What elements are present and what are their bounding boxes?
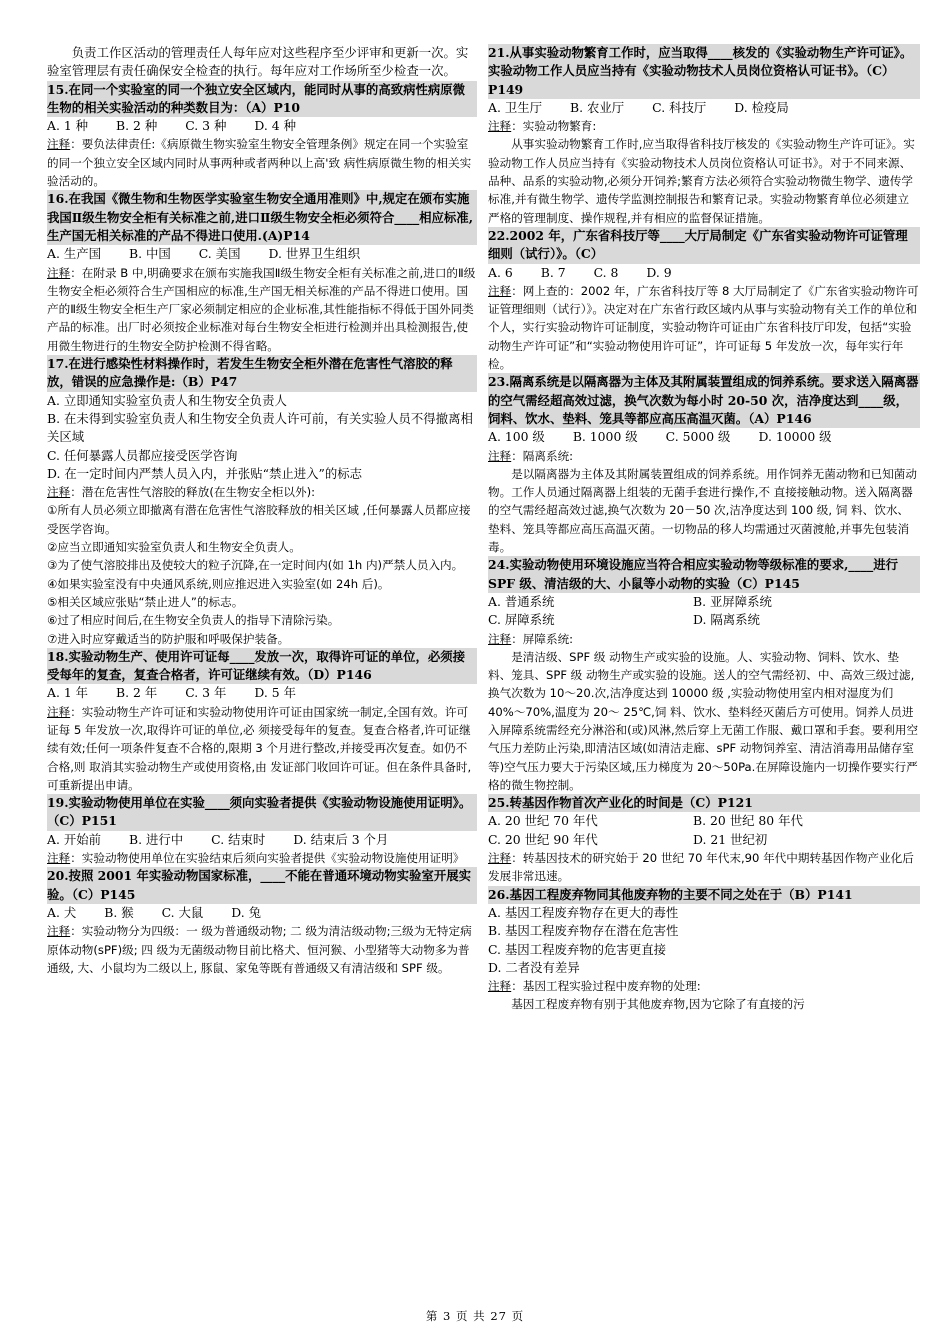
question-title (488, 227, 920, 264)
question-title (488, 886, 920, 904)
answer-note (488, 447, 920, 465)
note-label: 注释 (488, 119, 512, 134)
answer-option: A. 100 级 (488, 429, 545, 445)
answer-note (488, 135, 920, 226)
question-title (47, 81, 477, 118)
answer-note (47, 264, 477, 355)
answer-options (47, 117, 477, 135)
answer-options (488, 593, 920, 630)
body-text (47, 410, 477, 447)
answer-option: A. 20 世纪 70 年代 (488, 813, 598, 829)
answer-option: A. 卫生厅 (488, 99, 542, 115)
body-text (47, 465, 477, 483)
answer-option: B. 猴 (104, 904, 134, 920)
text-content: 20.按照 2001 年实验动物国家标准，____不能在普通环境动物实验室开展实验。（C）P145 (47, 868, 471, 902)
text-content: ：实验动物生产许可证和实验动物使用许可证由国家统一制定,全国有效。许可证每 5 年发放一次,取得许可证的单位,必 须接受每年的复查。复查合格者,许可证继续有效;任何一项条件复查不合格的,限期 3 个月进行整改,并接受再次复查。如仍不合格,则 取消其实验动物生产或使用资格,由 发证部门收回许可证。但在条件具备时,可重新提出申请。 (47, 704, 472, 792)
text-content: 从事实验动物繁育工作时,应当取得省科技厅核发的《实验动物生产许可证》。实验动物工作人员应当持有《实验动物技术人员岗位资格认可证书》。对于不同来源、品种、品系的实验动物,必须分开饲养;繁育方法必须符合实验动物微生物学、遗传学标准,并有微生物学、遗传学监测控制报告和繁育记录。实验动物繁育单位必须建立严格的管理制度、操作规程,并有相应的监督保证措施。 (488, 137, 915, 225)
text-content: D. 二者没有差异 (488, 959, 580, 975)
text-content: 26.基因工程废弃物同其他废弃物的主要不同之处在于（B）P141 (488, 886, 853, 902)
text-content: ①所有人员必须立即撤离有潜在危害性气溶胶释放的相关区域 ,任何暴露人员都应接受医学咨询。 (47, 503, 471, 536)
question-title (47, 355, 477, 392)
answer-options (47, 831, 477, 849)
answer-note (47, 538, 477, 556)
answer-note (488, 465, 920, 556)
body-text (488, 904, 920, 922)
text-content: ②应当立即通知实验室负责人和生物安全负责人。 (47, 540, 301, 555)
answer-option: C. 美国 (198, 246, 241, 262)
answer-option: A. 普通系统 (488, 593, 555, 609)
page-footer: 第 3 页 共 27 页 (425, 1309, 525, 1323)
text-content: 负责工作区活动的管理责任人每年应对这些程序至少评审和更新一次。实验室管理层有责任确保安全检查的执行。每年应对工作场所至少检查一次。 (47, 45, 469, 79)
answer-note (47, 922, 477, 977)
note-label: 注释 (488, 448, 512, 463)
answer-option: C. 科技厅 (652, 99, 707, 115)
answer-option: B. 农业厅 (570, 99, 625, 115)
answer-note (488, 995, 920, 1013)
note-label: 注释 (488, 851, 512, 866)
text-content: ：实验动物分为四级：一 级为普通级动物; 二 级为清洁级动物;三级为无特定病原体动物(sPF)级; 四 级为无菌级动物目前比格犬、恒河猴、小型猪等大动物多为普通级, 大、小鼠均为二级以上, 豚鼠、家兔等既有普通级又有清洁级和 SPF 级。 (47, 924, 472, 975)
note-label: 注释 (488, 631, 512, 646)
answer-option: B. 亚屏障系统 (693, 593, 772, 609)
answer-option: A. 生产国 (47, 246, 101, 262)
text-content: 是清洁级、SPF 级 动物生产或实验的设施。人、实验动物、饲料、饮水、垫料、笼具、SPF 级 动物生产或实验的设施。送人的空气需经初、中、高效三级过滤,换气次数为 10～20.次,洁净度达到 10000 级 ,实验动物使用室内相对湿度为们 40%～70%,温度为 20～ 25℃,饲 料、饮水、垫料经灭菌后方可使用。饲养人员进入屏障系统需经充分淋浴和(或)风淋,然后穿上无菌工作服、戴口罩和手套。要利用空气压力差防止污染,即清洁区域(如清洁走廊、sPF 动物饲养室、清洁消毒用品储存室等)空气压力要大于污染区域,压力梯度为 20～50Pa.在屏障设施内一切操作要实行严格的微生物控制。 (488, 649, 919, 792)
text-content: C. 任何暴露人员都应接受医学咨询 (47, 447, 238, 463)
answer-option: D. 4 种 (254, 118, 296, 134)
answer-option: C. 结束时 (211, 831, 266, 847)
body-text (47, 392, 477, 410)
text-content: ⑦进入时应穿戴适当的防护服和呼吸保护装备。 (47, 631, 290, 646)
answer-note (47, 593, 477, 611)
text-content: ：要负法律责任:《病原微生物实验室生物安全管理条例》规定在同一个实验室的同一个独立安全区域内同时从事两种或者两种以上高'致 病性病原微生物的相关实验活动的。 (47, 137, 472, 189)
text-content: 基因工程废弃物有别于其他废弃物,因为它除了有直接的污 (511, 997, 805, 1012)
text-content: ③为了使气溶胶排出及使较大的粒子沉降,在一定时间内(如 1h 内)严禁人员入内。 (47, 558, 464, 573)
text-content: 17.在进行感染性材料操作时，若发生生物安全柜外潜在危害性气溶胶的释放，错误的应急操作是:（B）P47 (47, 356, 453, 390)
answer-option: C. 3 种 (185, 118, 227, 134)
answer-note (488, 282, 920, 373)
answer-option: D. 9 (646, 264, 672, 280)
text-content: 23.隔离系统是以隔离器为主体及其附属装置组成的饲养系统。要求送入隔离器的空气需经超高效过滤，换气次数为每小时 20-50 次，洁净度达到____级，饲料、饮水、垫料、笼具等都应高压高温灭菌。（A）P146 (488, 374, 919, 426)
text-content: 24.实验动物使用环境设施应当符合相应实验动物等级标准的要求,____进行 SPF 级、清洁级的大、小鼠等小动物的实验（C）P145 (488, 557, 898, 591)
answer-option: B. 中国 (129, 246, 171, 262)
question-title (488, 373, 920, 428)
text-content: ⑤相关区域应张贴“禁止进人”的标志。 (47, 594, 244, 609)
text-content: B. 在未得到实验室负责人和生物安全负责人许可前，有关实验人员不得撤离相关区域 (47, 410, 473, 445)
answer-option: D. 5 年 (254, 685, 296, 701)
text-content: 22.2002 年，广东省科技厅等____大厅局制定《广东省实验动物许可证管理细则（试行）》。（C） (488, 227, 908, 262)
answer-note (47, 611, 477, 629)
answer-note (488, 630, 920, 648)
text-content: 19.实验动物使用单位在实验____须向实验者提供《实验动物设施使用证明》。（C）P151 (47, 795, 472, 829)
answer-note (488, 648, 920, 794)
answer-note (488, 849, 920, 886)
note-label: 注释 (488, 283, 512, 298)
note-label: 注释 (488, 979, 512, 994)
answer-note (47, 501, 477, 538)
answer-option: C. 8 (593, 264, 619, 280)
note-label: 注释 (47, 265, 71, 280)
answer-options (47, 904, 477, 922)
text-content: ：转基因技术的研究始于 20 世纪 70 年代末,90 年代中期转基因作物产业化后发展非常迅速。 (488, 851, 914, 884)
answer-option: D. 隔离系统 (693, 612, 760, 628)
body-text (488, 959, 920, 977)
question-title (488, 556, 920, 593)
answer-option: B. 2 年 (116, 685, 158, 701)
answer-option: D. 世界卫生组织 (268, 246, 361, 262)
text-content: ④如果实验室没有中央通风系统,则应推迟进入实验室(如 24h 后)。 (47, 576, 390, 591)
body-text (47, 447, 477, 465)
note-label: 注释 (47, 704, 71, 719)
text-content: A. 立即通知实验室负责人和生物安全负责人 (47, 392, 287, 408)
left-column (47, 44, 477, 977)
text-content: ：隔离系统: (511, 448, 574, 463)
answer-option: D. 结束后 3 个月 (293, 831, 389, 847)
answer-option: A. 1 年 (47, 685, 89, 701)
answer-option: C. 5000 级 (665, 429, 731, 445)
text-content: 16.在我国《微生物和生物医学实验室生物安全通用准则》中,规定在颁布实施我国Ⅱ级生物安全柜有关标准之前,进口Ⅱ级生物安全柜必须符合____相应标准,生产国无相关标准的产品不得进口使用.(A)P14 (47, 191, 474, 243)
answer-option: D. 兔 (231, 904, 262, 920)
answer-note (47, 575, 477, 593)
text-content: ⑥过了相应时间后,在生物安全负责人的指导下清除污染。 (47, 613, 340, 628)
answer-option: A. 1 种 (47, 118, 89, 134)
answer-option: A. 开始前 (47, 831, 101, 847)
answer-options (488, 428, 920, 446)
body-text (488, 922, 920, 940)
answer-option: C. 屏障系统 (488, 612, 555, 628)
body-text (47, 44, 477, 81)
text-content: 是以隔离器为主体及其附属装置组成的饲养系统。用作饲养无菌动物和已知菌动物。工作人员通过隔离器上组装的无菌手套进行操作,不 直接接触动物。送入隔离器的空气需经超高效过滤,换气次数为 20－50 次,洁净度达到 100 级, 饲 料、饮水、垫料、笼具等都应高压高温灭菌。一切物品的移人均需通过灭菌渡舱,并事先包装消毒。 (488, 466, 917, 555)
question-title (47, 794, 477, 831)
answer-option: B. 1000 级 (572, 429, 638, 445)
answer-note (47, 630, 477, 648)
answer-options (47, 245, 477, 263)
answer-note (47, 703, 477, 794)
text-content: ：实验动物繁育: (511, 119, 597, 134)
answer-option: A. 犬 (47, 904, 77, 920)
text-content: B. 基因工程废弃物存在潜在危害性 (488, 923, 679, 939)
text-content: ：在附录 B 中,明确要求在颁布实施我国Ⅱ级生物安全柜有关标准之前,进口的Ⅱ级生物安全柜必须符合生产国相应的标准,生产国无相关标准的产品不得进口使用。国产的Ⅱ级生物安全柜生产厂家必须制定相应的企业标准,其性能指标不得低于国外同类产品的标准。出厂时必须按企业标准对每台生物安全柜进行检测并出具检测报告,使用微生物进行的生物安全防护检测不得省略。 (47, 265, 476, 353)
answer-note (47, 135, 477, 190)
answer-note (47, 556, 477, 574)
answer-option: B. 7 (540, 264, 566, 280)
answer-option: C. 3 年 (185, 685, 227, 701)
question-title (47, 867, 477, 904)
text-content: 21.从事实验动物繁育工作时，应当取得____核发的《实验动物生产许可证》。实验动物工作人员应当持有《实验动物技术人员岗位资格认可证书》。（C）P149 (488, 45, 913, 97)
answer-option: A. 6 (488, 264, 513, 280)
answer-options (47, 684, 477, 702)
text-content: 25.转基因作物首次产业化的时间是（C）P121 (488, 795, 753, 811)
answer-option: B. 20 世纪 80 年代 (693, 813, 803, 829)
text-content: D. 在一定时间内严禁人员入内，并张贴“禁止进入”的标志 (47, 465, 363, 481)
answer-options (488, 99, 920, 117)
answer-option: B. 2 种 (116, 118, 158, 134)
body-text (488, 941, 920, 959)
text-content: ：网上查的：2002 年，广东省科技厅等 8 大厅局制定了《广东省实验动物许可证管理细则（试行）》。决定对在广东省行政区域内从事与实验动物有关工作的单位和个人，实行实验动物许可证制度，实验动物许可证由广东省科技厅印发，包括“实验动物生产许可证”和“实验动物使用许可证”，许可证每 5 年发放一次，每年实行年检。 (488, 283, 919, 372)
question-title (47, 190, 477, 245)
answer-option: D. 检疫局 (734, 99, 789, 115)
note-label: 注释 (47, 137, 71, 152)
text-content: C. 基因工程废弃物的危害更直接 (488, 941, 666, 957)
answer-options (488, 812, 920, 849)
text-content: A. 基因工程废弃物存在更大的毒性 (488, 904, 679, 920)
text-content: ：实验动物使用单位在实验结束后须向实验者提供《实验动物设施使用证明》 (70, 851, 465, 866)
note-label: 注释 (47, 924, 71, 939)
answer-note (488, 117, 920, 135)
question-title (47, 648, 477, 685)
answer-option: D. 10000 级 (758, 429, 832, 445)
answer-note (488, 977, 920, 995)
question-title (488, 44, 920, 99)
text-content: ：基因工程实验过程中废弃物的处理: (511, 979, 701, 994)
right-column (488, 44, 920, 1014)
answer-options (488, 264, 920, 282)
note-label: 注释 (47, 485, 71, 500)
answer-option: C. 大鼠 (161, 904, 204, 920)
answer-option: B. 进行中 (129, 831, 184, 847)
answer-option: C. 20 世纪 90 年代 (488, 831, 598, 847)
text-content: ：潜在危害性气溶胶的释放(在生物安全柜以外): (70, 485, 316, 500)
text-content: 18.实验动物生产、使用许可证每____发放一次，取得许可证的单位，必须接受每年的复查，复查合格者，许可证继续有效。（D）P146 (47, 648, 466, 683)
note-label: 注释 (47, 851, 71, 866)
text-content: 15.在同一个实验室的同一个独立安全区域内，能同时从事的高致病性病原微生物的相关实验活动的种类数目为：（A）P10 (47, 81, 466, 115)
answer-note (47, 849, 477, 867)
answer-option: D. 21 世纪初 (693, 831, 768, 847)
text-content: ：屏障系统: (511, 631, 574, 646)
answer-note (47, 483, 477, 501)
question-title (488, 794, 920, 812)
